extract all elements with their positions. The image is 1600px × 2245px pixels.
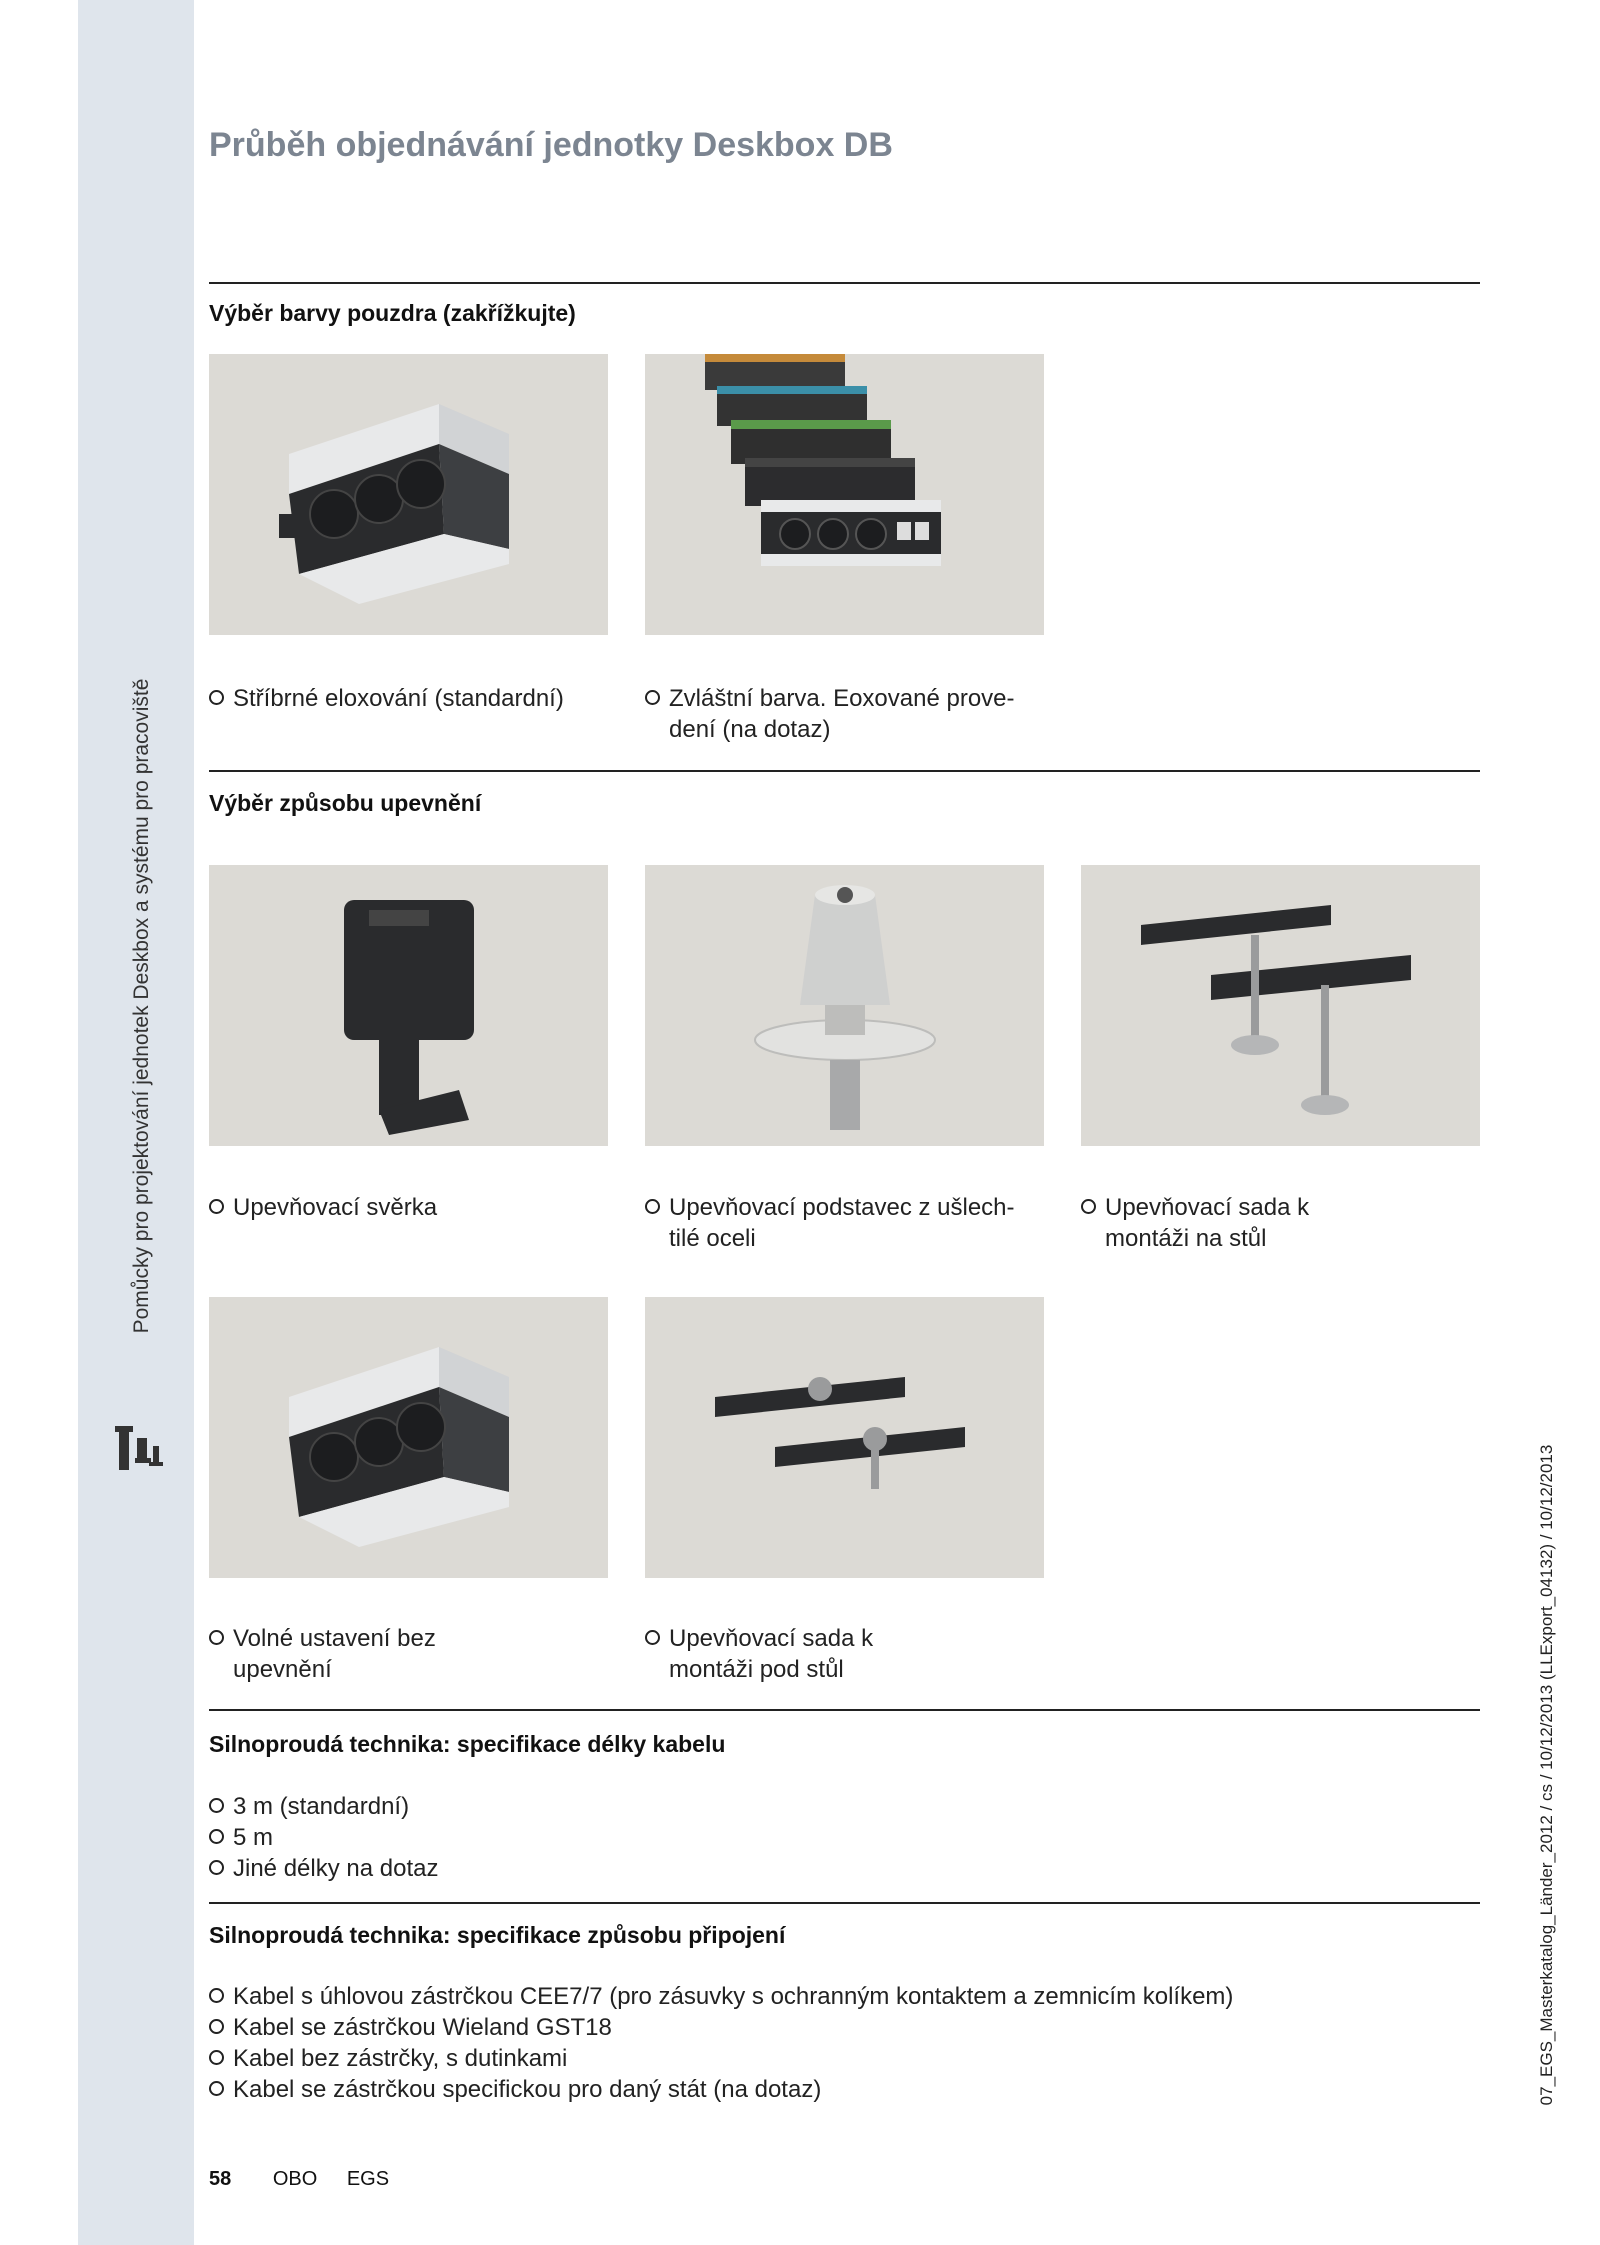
radio-circle-icon[interactable] bbox=[209, 2081, 224, 2096]
radio-circle-icon[interactable] bbox=[645, 1630, 660, 1645]
option-label: Volné ustavení bez upevnění bbox=[233, 1625, 436, 1683]
option-label: Kabel se zástrčkou specifickou pro daný stát (na dotaz) bbox=[233, 2076, 822, 2103]
option-special-color[interactable] bbox=[645, 683, 1045, 745]
section-divider bbox=[209, 282, 1480, 284]
product-photo-under-desk-kit bbox=[645, 1297, 1044, 1578]
radio-circle-icon[interactable] bbox=[645, 690, 660, 705]
radio-circle-icon[interactable] bbox=[209, 690, 224, 705]
radio-circle-icon[interactable] bbox=[209, 2050, 224, 2065]
connection-options bbox=[209, 1981, 1233, 2105]
page-title: Průběh objednávání jednotky Deskbox DB bbox=[209, 126, 893, 164]
option-cee77-plug[interactable] bbox=[209, 1981, 1233, 2012]
radio-circle-icon[interactable] bbox=[645, 1199, 660, 1214]
option-label: Stříbrné eloxování (standardní) bbox=[233, 685, 564, 712]
page-footer bbox=[209, 2168, 413, 2191]
option-silver-anodized[interactable] bbox=[209, 683, 609, 714]
radio-circle-icon[interactable] bbox=[209, 2019, 224, 2034]
option-3m[interactable] bbox=[209, 1791, 438, 1822]
footer-segment: EGS bbox=[346, 2168, 390, 2190]
option-under-desk-kit[interactable] bbox=[645, 1623, 1045, 1685]
page-number: 58 bbox=[209, 2168, 232, 2190]
option-label: Kabel s úhlovou zástrčkou CEE7/7 (pro zásuvky s ochranným kontaktem a zemnicím kolíkem) bbox=[233, 1983, 1234, 2010]
option-steel-stand[interactable] bbox=[645, 1192, 1045, 1254]
radio-circle-icon[interactable] bbox=[1081, 1199, 1096, 1214]
option-label: Kabel se zástrčkou Wieland GST18 bbox=[233, 2014, 612, 2041]
section-divider bbox=[209, 770, 1480, 772]
option-clamp[interactable] bbox=[209, 1192, 609, 1223]
radio-circle-icon[interactable] bbox=[209, 1630, 224, 1645]
option-label: Jiné délky na dotaz bbox=[233, 1855, 439, 1882]
section-heading-cable-length: Silnoproudá technika: specifikace délky kabelu bbox=[209, 1731, 726, 1757]
footer-brand: OBO bbox=[272, 2168, 318, 2190]
option-label: 3 m (standardní) bbox=[233, 1793, 410, 1820]
product-photo-special-colors bbox=[645, 354, 1044, 635]
option-label: Zvláštní barva. Eoxované prove- dení (na dotaz) bbox=[669, 685, 1015, 743]
workstation-logo-icon bbox=[113, 1418, 169, 1478]
section-heading-connection: Silnoproudá technika: specifikace způsobu připojení bbox=[209, 1922, 786, 1948]
option-country-plug[interactable] bbox=[209, 2074, 1233, 2105]
radio-circle-icon[interactable] bbox=[209, 1829, 224, 1844]
option-freestanding[interactable] bbox=[209, 1623, 609, 1685]
document-reference: 07_EGS_Masterkatalog_Länder_2012 / cs / 10/12/2013 (LLExport_04132) / 10/12/2013 bbox=[1537, 1444, 1556, 2106]
product-photo-silver-anodized bbox=[209, 354, 608, 635]
section-heading-mounting: Výběr způsobu upevnění bbox=[209, 790, 482, 816]
option-wieland-plug[interactable] bbox=[209, 2012, 1233, 2043]
option-other-length[interactable] bbox=[209, 1853, 438, 1884]
radio-circle-icon[interactable] bbox=[209, 1860, 224, 1875]
option-label: Upevňovací sada k montáži pod stůl bbox=[669, 1625, 874, 1683]
section-heading-color: Výběr barvy pouzdra (zakřížkujte) bbox=[209, 300, 576, 326]
option-label: Upevňovací podstavec z ušlech- tilé oceli bbox=[669, 1194, 1015, 1252]
radio-circle-icon[interactable] bbox=[209, 1199, 224, 1214]
product-photo-freestanding bbox=[209, 1297, 608, 1578]
radio-circle-icon[interactable] bbox=[209, 1798, 224, 1813]
option-no-plug[interactable] bbox=[209, 2043, 1233, 2074]
option-label: Upevňovací svěrka bbox=[233, 1194, 438, 1221]
cable-length-options bbox=[209, 1791, 438, 1884]
option-desk-top-kit[interactable] bbox=[1081, 1192, 1481, 1254]
product-photo-steel-stand bbox=[645, 865, 1044, 1146]
product-photo-clamp bbox=[209, 865, 608, 1146]
section-divider bbox=[209, 1902, 1480, 1904]
side-label: Pomůcky pro projektování jednotek Deskbox a systému pro pracoviště bbox=[130, 678, 153, 1334]
option-label: Kabel bez zástrčky, s dutinkami bbox=[233, 2045, 568, 2072]
option-5m[interactable] bbox=[209, 1822, 438, 1853]
radio-circle-icon[interactable] bbox=[209, 1988, 224, 2003]
option-label: 5 m bbox=[233, 1824, 274, 1851]
section-divider bbox=[209, 1709, 1480, 1711]
option-label: Upevňovací sada k montáži na stůl bbox=[1105, 1194, 1310, 1252]
product-photo-desk-top-kit bbox=[1081, 865, 1480, 1146]
